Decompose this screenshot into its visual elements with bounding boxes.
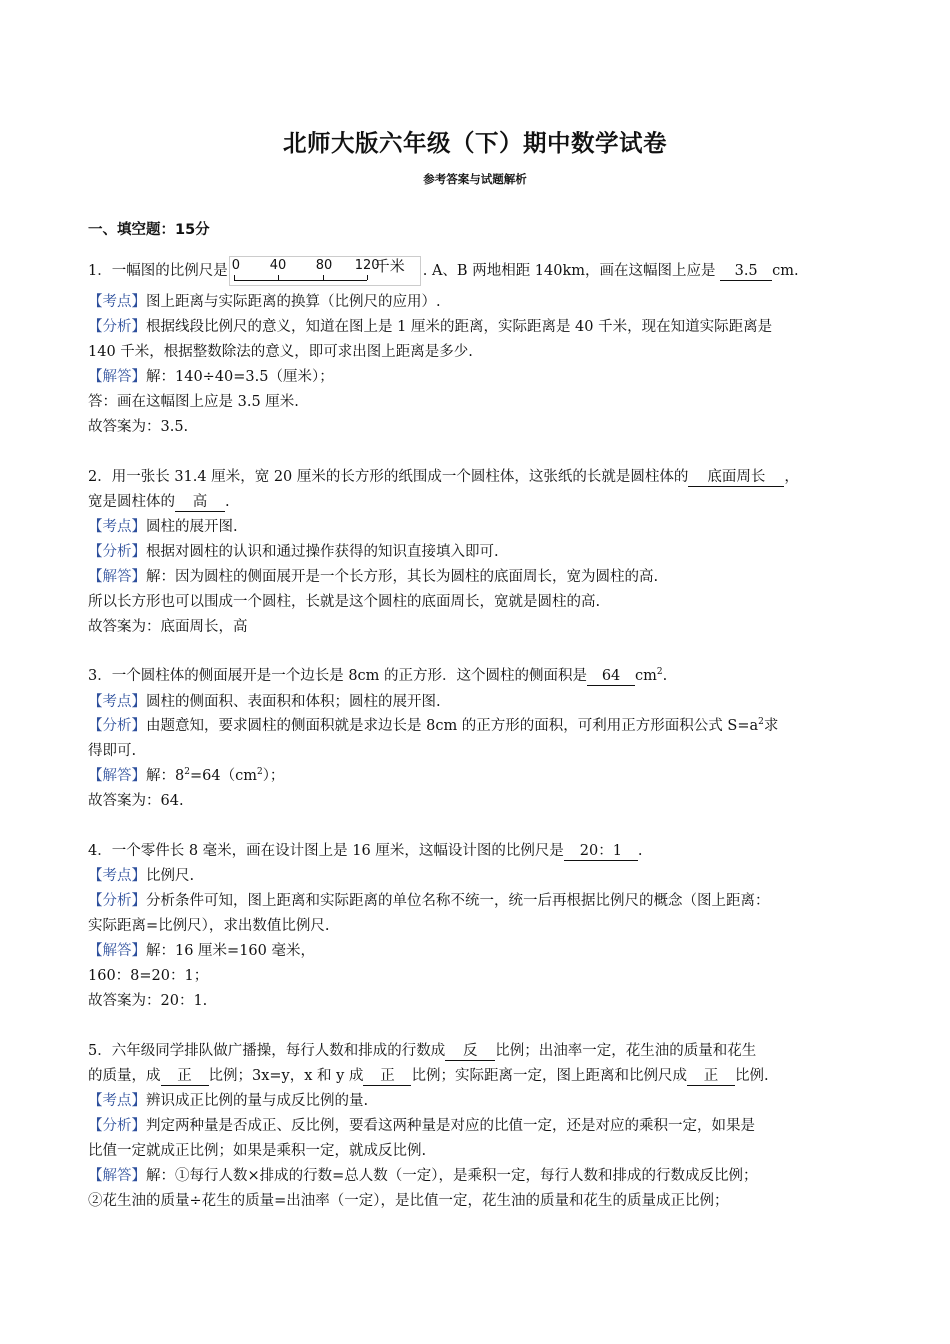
q5-answer-2: 正 — [161, 1068, 209, 1086]
scale-tick — [367, 275, 368, 280]
scale-unit: 千米 — [374, 257, 405, 275]
q5-answer-4: 正 — [687, 1068, 735, 1086]
q2-stem-cont: 宽是圆柱体的 高 . — [88, 494, 230, 510]
q3-fenxi: 【分析】由题意知，要求圆柱的侧面积就是求边长是 8cm 的正方形的面积，可利用正方形面积公式 $S=a^2$求 — [88, 717, 779, 734]
scale-label-80: 80 — [315, 258, 333, 273]
q4-fenxi: 【分析】分析条件可知，图上距离和实际距离的单位名称不统一，统一后再根据比例尺的概念（图上距离： — [88, 893, 770, 909]
q2-fenxi: 【分析】根据对圆柱的认识和通过操作获得的知识直接填入即可. — [88, 544, 499, 560]
q2-jieda: 【解答】解：因为圆柱的侧面展开是一个长方形，其长为圆柱的底面周长，宽为圆柱的高. — [88, 569, 659, 585]
q3-answer: 64 — [587, 668, 635, 686]
q2-kaodian: 【考点】圆柱的展开图. — [88, 519, 238, 535]
q2-final-answer: 故答案为：底面周长，高 — [88, 619, 248, 635]
q3-kaodian: 【考点】圆柱的侧面积、表面积和体积；圆柱的展开图. — [88, 694, 441, 710]
q5-answer-3: 正 — [363, 1068, 411, 1086]
q1-fenxi-cont: 140 千米，根据整数除法的意义，即可求出图上距离是多少. — [88, 344, 473, 360]
scale-tick — [278, 275, 279, 280]
q3-jieda: 【解答】解：$8^2=64(cm^2)$； — [88, 767, 285, 784]
q5-jieda: 【解答】解：①每行人数×排成的行数=总人数（一定），是乘积一定，每行人数和排成的行数成反比例； — [88, 1168, 758, 1184]
q5-kaodian: 【考点】辨识成正比例的量与成反比例的量. — [88, 1093, 369, 1109]
q4-stem: 4．一个零件长 8 毫米，画在设计图上是 16 厘米，这幅设计图的比例尺是 20：1 . — [88, 843, 643, 859]
q4-jieda: 【解答】解：16 厘米=160 毫米， — [88, 943, 315, 959]
q4-fenxi-cont: 实际距离=比例尺），求出数值比例尺. — [88, 918, 330, 934]
q4-kaodian: 【考点】比例尺. — [88, 868, 195, 884]
q1-kaodian: 【考点】图上距离与实际距离的换算（比例尺的应用）. — [88, 294, 441, 310]
q1-final-answer: 故答案为：3.5. — [88, 419, 189, 435]
scale-axis — [234, 280, 367, 281]
scale-label-120: 120 — [354, 258, 380, 273]
scale-tick — [234, 275, 235, 280]
q1-stem: 1．一幅图的比例尺是 0 40 80 120 千米 . A、B 两地相距 140km，画在这幅图上应是 3.5 cm. — [88, 256, 799, 286]
q1-answer: 3.5 — [720, 263, 772, 281]
q2-answer-1: 底面周长 — [688, 469, 784, 487]
q5-fenxi-cont: 比值一定就成正比例；如果是乘积一定，就成反比例. — [88, 1143, 427, 1159]
q4-jieda-cont: 160：8=20：1； — [88, 968, 209, 984]
scale-label-40: 40 — [269, 258, 287, 273]
scale-bar-figure — [229, 256, 421, 286]
q2-answer-2: 高 — [175, 494, 225, 512]
q1-jieda: 【解答】解：140÷40=3.5（厘米）； — [88, 369, 334, 385]
scale-label-0: 0 — [231, 258, 241, 273]
q5-answer-1: 反 — [445, 1043, 495, 1061]
q4-answer: 20：1 — [564, 843, 638, 861]
q5-jieda-cont: ②花生油的质量÷花生的质量=出油率（一定），是比值一定，花生油的质量和花生的质量成正比例； — [88, 1193, 729, 1209]
q1-answer-statement: 答：画在这幅图上应是 3.5 厘米. — [88, 394, 299, 410]
q3-stem: 3．一个圆柱体的侧面展开是一个边长是 8cm 的正方形．这个圆柱的侧面积是 64 $cm^2$. — [88, 667, 668, 684]
q5-fenxi: 【分析】判定两种量是否成正、反比例，要看这两种量是对应的比值一定，还是对应的乘积一定，如果是 — [88, 1118, 755, 1134]
q5-stem-cont: 的质量，成 正 比例；3x=y，x 和 y 成 正 比例；实际距离一定，图上距离和比例尺成 正 比例. — [88, 1068, 769, 1084]
q2-stem: 2．用一张长 31.4 厘米，宽 20 厘米的长方形的纸围成一个圆柱体，这张纸的长就是圆柱体的 底面周长 ， — [88, 469, 799, 485]
q3-fenxi-cont: 得即可. — [88, 743, 137, 759]
scale-tick — [323, 275, 324, 280]
page-title: 北师大版六年级（下）期中数学试卷 — [283, 129, 667, 157]
page-subtitle: 参考答案与试题解析 — [423, 172, 527, 186]
q3-final-answer: 故答案为：64. — [88, 793, 184, 809]
q2-jieda-cont: 所以长方形也可以围成一个圆柱，长就是这个圆柱的底面周长，宽就是圆柱的高. — [88, 594, 601, 610]
q1-fenxi: 【分析】根据线段比例尺的意义，知道在图上是 1 厘米的距离，实际距离是 40 千米，现在知道实际距离是 — [88, 319, 773, 335]
q4-final-answer: 故答案为：20：1. — [88, 993, 208, 1009]
q5-stem: 5．六年级同学排队做广播操，每行人数和排成的行数成 反 比例；出油率一定，花生油的质量和花生 — [88, 1043, 757, 1059]
section-heading: 一、填空题：15分 — [88, 222, 210, 238]
